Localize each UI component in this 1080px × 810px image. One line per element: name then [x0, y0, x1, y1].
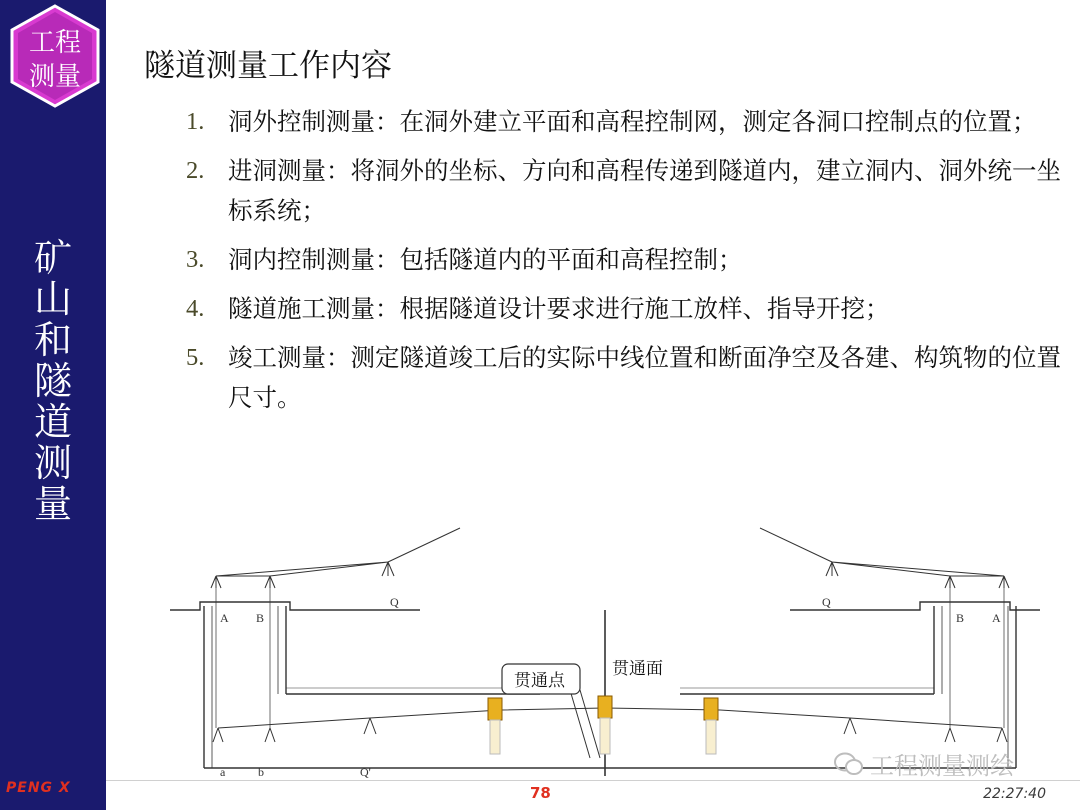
label-B-left: B	[256, 611, 265, 625]
excavator-icon	[488, 698, 502, 720]
page-number: 78	[530, 784, 551, 802]
label-Q: Q	[390, 595, 399, 609]
tunnel-survey-diagram	[160, 518, 1060, 780]
excavator-icon	[704, 698, 718, 720]
clock: 22:27:40	[983, 786, 1046, 802]
tripod-icon	[997, 728, 1007, 742]
list-item	[186, 338, 1066, 418]
wechat-icon	[834, 751, 864, 777]
list-item	[186, 151, 1066, 231]
item-number: 3.	[186, 246, 205, 273]
ground-left	[170, 602, 420, 610]
item-text: 竣工测量：测定隧道竣工后的实际中线位置和断面净空及各建、构筑物的位置尺寸。	[228, 343, 1061, 412]
tripod-icon	[382, 562, 394, 576]
vertical-char: 道	[33, 400, 72, 444]
vertical-title	[20, 238, 86, 525]
vertical-char: 量	[33, 482, 72, 526]
tripod-icon	[826, 562, 838, 576]
badge-line-2: 测量	[28, 62, 82, 92]
label-B-right: B	[956, 611, 965, 625]
list-item	[186, 102, 1066, 142]
tripod-icon	[211, 576, 221, 588]
item-text: 进洞测量：将洞外的坐标、方向和高程传递到隧道内，建立洞内、洞外统一坐标系统；	[228, 156, 1061, 225]
item-text: 洞内控制测量：包括隧道内的平面和高程控制；	[228, 245, 743, 274]
vertical-char: 山	[33, 277, 72, 321]
label-a: a	[220, 765, 226, 779]
watermark	[834, 746, 1014, 781]
plane-label: 贯通面	[612, 659, 663, 679]
label-A-left: A	[220, 611, 229, 625]
item-number: 5.	[186, 344, 205, 371]
vertical-char: 隧	[33, 359, 72, 403]
traverse-line-left	[218, 708, 605, 728]
surface-traverse-left	[216, 528, 460, 576]
surface-traverse-right	[760, 528, 1004, 576]
vertical-char: 和	[33, 318, 72, 362]
list-item	[186, 240, 1066, 280]
excavator-icon	[598, 696, 612, 718]
item-number: 2.	[186, 157, 205, 184]
excavator-icons	[488, 696, 718, 754]
callout-label: 贯通点	[514, 671, 565, 691]
badge-hexagon-icon	[8, 4, 102, 108]
tripod-icon	[999, 576, 1009, 588]
item-number: 4.	[186, 295, 205, 322]
tripod-icon	[945, 728, 955, 742]
item-number: 1.	[186, 108, 205, 135]
author-label: PENG X	[6, 780, 71, 796]
badge-line-1: 工程	[28, 28, 82, 58]
tripod-icon	[265, 728, 275, 742]
vertical-char: 矿	[33, 236, 72, 280]
label-Q-prime: Q'	[360, 765, 371, 779]
traverse-line-right	[605, 708, 1002, 728]
label-A-right: A	[992, 611, 1001, 625]
tripod-icon	[265, 576, 275, 588]
label-b: b	[258, 765, 264, 779]
watermark-text: 工程测量测绘	[870, 752, 1014, 780]
content-list	[186, 102, 1066, 427]
item-text: 隧道施工测量：根据隧道设计要求进行施工放样、指导开挖；	[228, 294, 890, 323]
item-text: 洞外控制测量：在洞外建立平面和高程控制网，测定各洞口控制点的位置；	[228, 107, 1037, 136]
tripod-icon	[945, 576, 955, 588]
slide-heading: 隧道测量工作内容	[144, 48, 392, 84]
tripod-icon	[844, 718, 856, 734]
label-Q-right: Q	[822, 595, 831, 609]
list-item	[186, 289, 1066, 329]
tripod-icon	[364, 718, 376, 734]
tripod-icon	[213, 728, 223, 742]
vertical-char: 测	[33, 441, 72, 485]
sidebar	[0, 0, 106, 810]
